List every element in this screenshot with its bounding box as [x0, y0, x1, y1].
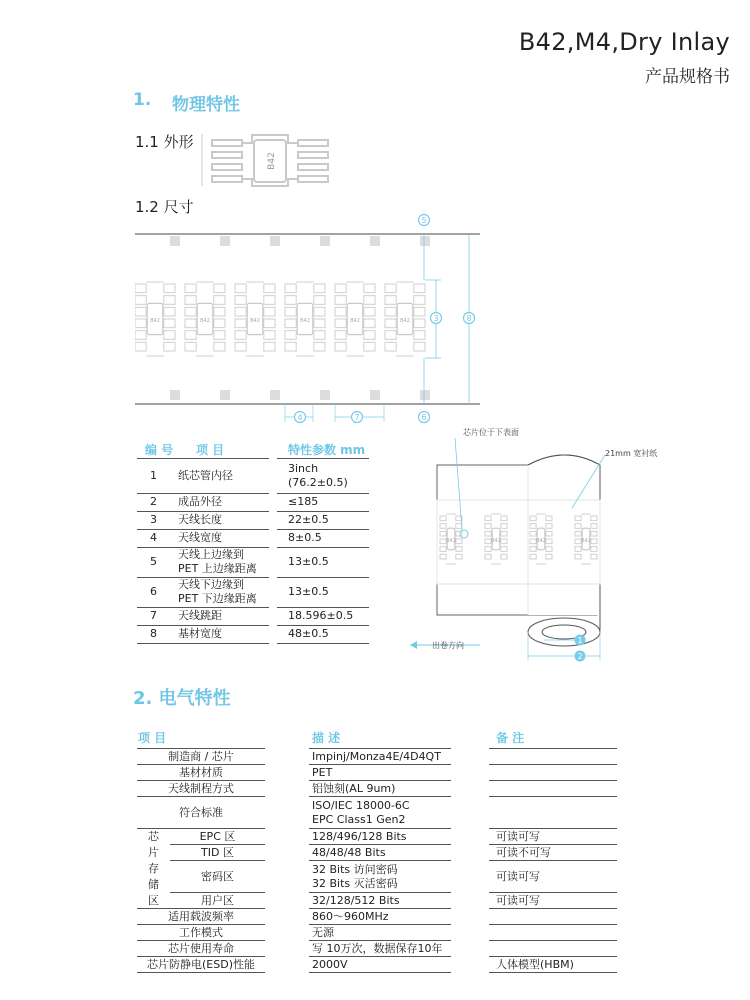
dims-row-item: 基材宽度: [178, 627, 222, 640]
elec-row-item: 用户区: [201, 894, 234, 907]
row-divider: [137, 529, 269, 530]
row-divider: [309, 860, 451, 861]
elec-header-note: 备 注: [496, 731, 525, 745]
row-divider: [137, 828, 265, 829]
dims-row-value: 13±0.5: [288, 585, 329, 598]
row-divider: [277, 529, 369, 530]
row-divider: [309, 796, 451, 797]
row-divider: [137, 924, 265, 925]
svg-text:4: 4: [297, 413, 303, 422]
elec-row-item: 天线制程方式: [168, 782, 234, 795]
svg-text:2: 2: [577, 652, 583, 661]
elec-row-desc: 无源: [312, 926, 334, 939]
dims-row-no: 2: [150, 495, 157, 508]
chip-storage-char: 芯: [148, 830, 159, 843]
elec-row-desc: 128/496/128 Bits: [312, 830, 407, 843]
dims-row-item: 天线宽度: [178, 531, 222, 544]
dims-row-value: 48±0.5: [288, 627, 329, 640]
row-divider: [137, 956, 265, 957]
row-divider: [489, 764, 617, 765]
row-divider: [277, 493, 369, 494]
elec-row-item: 芯片防静电(ESD)性能: [147, 958, 255, 971]
sprocket-top: [320, 236, 330, 246]
inlay-chip-label: B42: [267, 152, 277, 170]
row-divider: [277, 511, 369, 512]
dim-marker-3: [431, 313, 442, 324]
sprocket-bottom: [220, 390, 230, 400]
row-divider: [137, 643, 269, 644]
section1-number: 1.: [133, 90, 152, 110]
dims-row-item: 成品外径: [178, 495, 222, 508]
row-divider: [489, 940, 617, 941]
row-divider: [137, 972, 265, 973]
row-divider: [489, 860, 617, 861]
sprocket-top: [370, 236, 380, 246]
row-divider: [489, 924, 617, 925]
liner-paper-label: 21mm 宽衬纸: [605, 449, 658, 458]
dims-row-no: 4: [150, 531, 157, 544]
row-divider: [309, 780, 451, 781]
dims-row-value: ≤185: [288, 495, 319, 508]
dims-row-value: 22±0.5: [288, 513, 329, 526]
row-divider: [489, 972, 617, 973]
row-divider: [489, 748, 617, 749]
dims-row-value: 3inch (76.2±0.5): [288, 462, 348, 489]
row-divider: [309, 844, 451, 845]
row-divider: [277, 458, 369, 459]
elec-row-desc: 32 Bits 访问密码 32 Bits 灭活密码: [312, 863, 398, 890]
elec-row-note: 可读不可写: [496, 846, 551, 859]
chip-storage-char: 储: [148, 878, 159, 891]
row-divider: [309, 924, 451, 925]
row-divider: [170, 860, 265, 861]
roll-marker-2: [575, 651, 586, 662]
elec-row-item: EPC 区: [199, 830, 236, 843]
row-divider: [277, 607, 369, 608]
elec-row-desc: 32/128/512 Bits: [312, 894, 400, 907]
antenna-inlay: [235, 282, 275, 356]
svg-text:B42: B42: [350, 318, 360, 324]
row-divider: [170, 892, 265, 893]
elec-row-item: 符合标准: [179, 806, 223, 819]
elec-row-note: 人体模型(HBM): [496, 958, 574, 971]
row-divider: [137, 940, 265, 941]
row-divider: [277, 577, 369, 578]
dims-row-value: 18.596±0.5: [288, 609, 354, 622]
dim-marker-4: [295, 412, 306, 423]
document-subtitle: 产品规格书: [645, 67, 730, 87]
dim-marker-7: [352, 412, 363, 423]
elec-row-desc: Impinj/Monza4E/4D4QT: [312, 750, 441, 763]
sprocket-top: [220, 236, 230, 246]
chip-storage-char: 片: [148, 846, 159, 859]
elec-row-desc: PET: [312, 766, 333, 779]
section1-title: 物理特性: [172, 95, 240, 115]
sprocket-top: [420, 236, 430, 246]
row-divider: [137, 764, 265, 765]
row-divider: [489, 796, 617, 797]
elec-row-item: 芯片使用寿命: [168, 942, 234, 955]
svg-text:B42: B42: [150, 318, 160, 324]
svg-text:1: 1: [577, 636, 583, 645]
dims-header-value: 特性参数 mm: [288, 443, 366, 457]
sprocket-bottom: [370, 390, 380, 400]
elec-row-desc: 860～960MHz: [312, 910, 389, 923]
antenna-inlay: [135, 282, 175, 356]
roll-illustration: [400, 420, 730, 670]
unwind-direction-label: 出卷方向: [432, 641, 464, 650]
svg-text:5: 5: [421, 216, 427, 225]
row-divider: [489, 844, 617, 845]
svg-text:B42: B42: [250, 318, 260, 324]
inlay-shape-illustration: [200, 130, 340, 190]
row-divider: [277, 547, 369, 548]
row-divider: [137, 796, 265, 797]
sprocket-bottom: [320, 390, 330, 400]
elec-row-item: 密码区: [201, 870, 234, 883]
sprocket-bottom: [270, 390, 280, 400]
antenna-inlay: [335, 282, 375, 356]
chip-storage-char: 存: [148, 862, 159, 875]
elec-row-desc: 写 10万次，数据保存10年: [312, 942, 443, 955]
svg-text:B42: B42: [200, 318, 210, 324]
dim-marker-5: [419, 215, 430, 226]
row-divider: [309, 828, 451, 829]
elec-row-desc: 48/48/48 Bits: [312, 846, 386, 859]
elec-row-item: TID 区: [201, 846, 234, 859]
row-divider: [137, 493, 269, 494]
antenna-inlay: [385, 282, 425, 356]
elec-row-desc: ISO/IEC 18000-6C EPC Class1 Gen2: [312, 799, 410, 826]
elec-row-desc: 铝蚀刻(AL 9um): [312, 782, 396, 795]
dims-row-no: 5: [150, 555, 157, 568]
elec-row-item: 基材材质: [179, 766, 223, 779]
chip-storage-char: 区: [148, 894, 159, 907]
chip-position-label: 芯片位于下表面: [463, 428, 519, 437]
sprocket-top: [170, 236, 180, 246]
subsection-shape-label: 1.1 外形: [135, 133, 194, 151]
row-divider: [489, 956, 617, 957]
svg-text:B42: B42: [581, 538, 591, 544]
svg-text:6: 6: [421, 413, 427, 422]
dims-row-value: 8±0.5: [288, 531, 322, 544]
row-divider: [137, 908, 265, 909]
svg-text:7: 7: [354, 413, 360, 422]
row-divider: [137, 780, 265, 781]
svg-text:B42: B42: [536, 538, 546, 544]
section2-title: 2. 电气特性: [133, 688, 231, 709]
elec-header-desc: 描 述: [312, 731, 341, 745]
row-divider: [137, 748, 265, 749]
elec-row-item: 制造商 / 芯片: [168, 750, 234, 763]
dims-row-item: 天线下边缘到 PET 下边缘距离: [178, 578, 257, 605]
dimension-drawing: [135, 212, 485, 427]
row-divider: [277, 643, 369, 644]
row-divider: [170, 844, 265, 845]
svg-text:B42: B42: [446, 538, 456, 544]
elec-row-desc: 2000V: [312, 958, 348, 971]
svg-text:B42: B42: [400, 318, 410, 324]
row-divider: [277, 625, 369, 626]
elec-row-item: 适用载波频率: [168, 910, 234, 923]
svg-text:B42: B42: [491, 538, 501, 544]
dim-marker-8: [464, 313, 475, 324]
row-divider: [309, 748, 451, 749]
row-divider: [137, 625, 269, 626]
row-divider: [489, 780, 617, 781]
sprocket-bottom: [420, 390, 430, 400]
row-divider: [137, 458, 269, 459]
dims-row-item: 天线上边缘到 PET 上边缘距离: [178, 548, 257, 575]
dims-row-item: 天线跳距: [178, 609, 222, 622]
document-title: B42,M4,Dry Inlay: [518, 28, 730, 56]
svg-text:8: 8: [466, 314, 472, 323]
row-divider: [489, 828, 617, 829]
dims-row-no: 6: [150, 585, 157, 598]
row-divider: [137, 607, 269, 608]
elec-row-item: 工作模式: [179, 926, 223, 939]
direction-arrowhead: [410, 641, 417, 649]
row-divider: [309, 940, 451, 941]
svg-text:3: 3: [433, 314, 439, 323]
dims-row-no: 3: [150, 513, 157, 526]
elec-row-note: 可读可写: [496, 870, 540, 883]
dims-header-no: 编 号: [145, 443, 174, 457]
svg-text:B42: B42: [300, 318, 310, 324]
elec-row-note: 可读可写: [496, 830, 540, 843]
dims-row-item: 纸芯管内径: [178, 469, 233, 482]
row-divider: [137, 511, 269, 512]
row-divider: [309, 908, 451, 909]
row-divider: [489, 892, 617, 893]
row-divider: [309, 972, 451, 973]
sprocket-bottom: [170, 390, 180, 400]
subsection-size-label: 1.2 尺寸: [135, 198, 194, 216]
dims-row-no: 1: [150, 469, 157, 482]
dims-row-no: 7: [150, 609, 157, 622]
elec-header-item: 项 目: [138, 731, 167, 745]
row-divider: [489, 908, 617, 909]
sprocket-top: [270, 236, 280, 246]
row-divider: [309, 764, 451, 765]
antenna-inlay: [285, 282, 325, 356]
elec-row-note: 可读可写: [496, 894, 540, 907]
dims-row-no: 8: [150, 627, 157, 640]
roll-marker-1: [575, 635, 586, 646]
dims-row-value: 13±0.5: [288, 555, 329, 568]
antenna-inlay: [185, 282, 225, 356]
row-divider: [309, 956, 451, 957]
dims-header-item: 项 目: [196, 443, 225, 457]
dims-row-item: 天线长度: [178, 513, 222, 526]
row-divider: [309, 892, 451, 893]
